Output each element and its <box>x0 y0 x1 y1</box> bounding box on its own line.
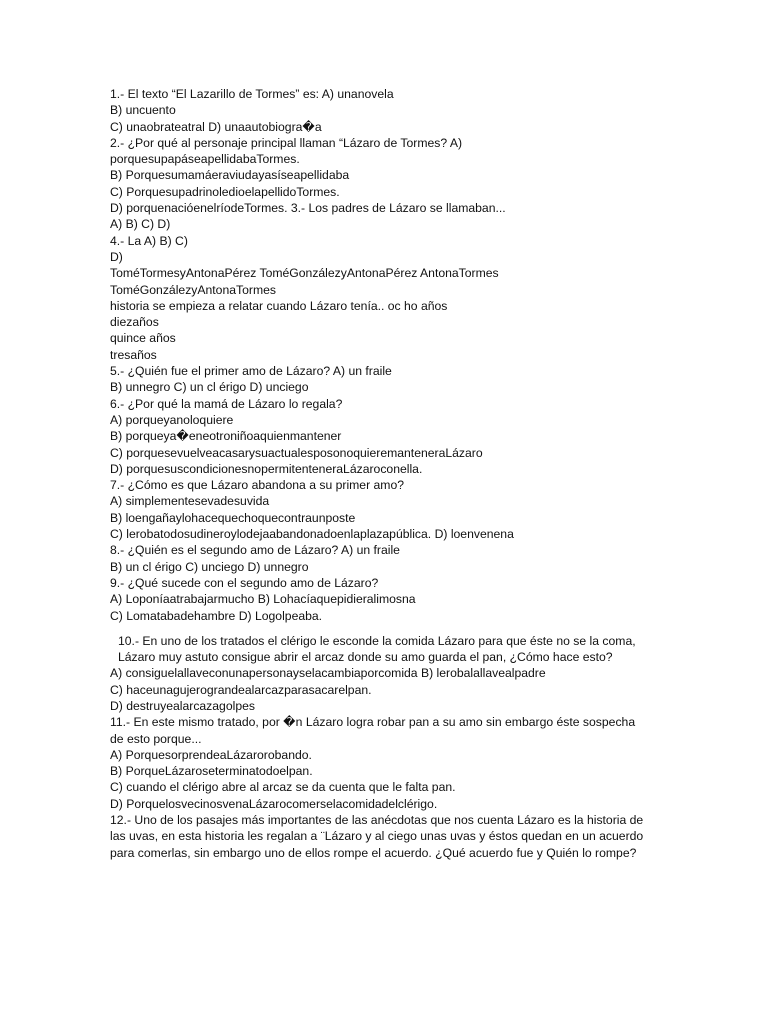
question-12-text: 12.- Uno de los pasajes más importantes de las anécdotas que nos cuenta Lázaro es la historia de las uvas, en esta historia les regalan a ¨Lázaro y al ciego unas uvas y éstos quedan en un acuerdo para comerlas, sin embargo uno de ellos rompe el acuerdo. ¿Qué acuerdo fue y Quién lo rompe? <box>110 813 644 860</box>
text-line: A) porqueyanoloquiere <box>110 412 234 427</box>
question-11-option: C) cuando el clérigo abre al arcaz se da cuenta que le falta pan. <box>110 780 456 795</box>
text-line: 9.- ¿Qué sucede con el segundo amo de Lázaro? <box>110 575 379 590</box>
question-10 <box>110 633 650 714</box>
text-line: 7.- ¿Cómo es que Lázaro abandona a su primer amo? <box>110 478 405 493</box>
text-line: porquesupapáseapellidabaTormes. <box>110 152 300 167</box>
text-line: B) porqueya�eneotroniñoaquienmantener <box>110 429 342 444</box>
text-line: D) <box>110 249 123 264</box>
quiz-document <box>110 86 650 861</box>
text-line: 6.- ¿Por qué la mamá de Lázaro lo regala? <box>110 396 343 411</box>
text-line: ToméTormesyAntonaPérez ToméGonzálezyAntonaPérez AntonaTormes <box>110 266 499 281</box>
question-11-option: A) PorquesorprendeaLázarorobando. <box>110 747 312 762</box>
text-line: tresaños <box>110 347 157 362</box>
question-10-option: A) consiguelallaveconunapersonayselacambiaporcomida B) lerobalallavealpadre <box>110 666 546 681</box>
paragraph-gap <box>110 624 650 633</box>
question-11-text: 11.- En este mismo tratado, por �n Lázaro logra robar pan a su amo sin embargo éste sospecha de esto porque... <box>110 715 636 746</box>
text-line: B) Porquesumamáeraviudayasíseapellidaba <box>110 168 350 183</box>
question-11-option: B) PorqueLázaroseterminatodoelpan. <box>110 764 313 779</box>
text-line: B) un cl érigo C) unciego D) unnegro <box>110 559 309 574</box>
text-line: A) B) C) D) <box>110 217 171 232</box>
text-line: C) unaobrateatral D) unaautobiogra�a <box>110 119 322 134</box>
text-line: quince años <box>110 331 176 346</box>
text-line: B) loengañaylohacequechoquecontraunposte <box>110 510 356 525</box>
text-line: C) PorquesupadrinoledioelapellidoTormes. <box>110 184 340 199</box>
text-line: 8.- ¿Quién es el segundo amo de Lázaro? A) un fraile <box>110 543 400 558</box>
text-line: 4.- La A) B) C) <box>110 233 188 248</box>
text-line: D) porquesuscondicionesnopermitentenerаLázaroconella. <box>110 461 423 476</box>
text-line: 2.- ¿Por qué al personaje principal llaman “Lázaro de Tormes? A) <box>110 135 463 150</box>
text-line: historia se empieza a relatar cuando Lázaro tenía.. oc ho años <box>110 298 448 313</box>
question-12 <box>110 812 650 861</box>
question-10-option: C) haceunagujerograndealarcazparasacarelpan. <box>110 682 372 697</box>
text-line: C) porquesevuelveacasarysuactualesposonoquieremantenerаLázaro <box>110 445 483 460</box>
text-line: 5.- ¿Quién fue el primer amo de Lázaro? A) un fraile <box>110 364 392 379</box>
question-11 <box>110 714 650 812</box>
text-line: D) porquenacióenelríodeTormes. 3.- Los padres de Lázaro se llamaban... <box>110 201 506 216</box>
text-line: diezaños <box>110 315 159 330</box>
text-line: A) simplementesevadesuvida <box>110 494 270 509</box>
text-line: B) unnegro C) un cl érigo D) unciego <box>110 380 309 395</box>
question-10-text: 10.- En uno de los tratados el clérigo le esconde la comida Lázaro para que éste no se la coma, Lázaro muy astuto consigue abrir el arcaz donde su amo guarda el pan, ¿Cómo hace esto? <box>118 633 636 665</box>
question-11-option: D) PorquelosvecinosvenaLázarocomerselacomidadelclérigo. <box>110 796 438 811</box>
text-line: C) Lomatabadehambre D) Logolpeaba. <box>110 608 323 623</box>
question-list-1-to-9 <box>110 86 650 624</box>
text-line: ToméGonzálezyAntonaTormes <box>110 282 276 297</box>
text-line: C) lerobatodosudineroylodejaabandonadoenlaplazapública. D) loenvenena <box>110 527 514 542</box>
text-line: B) uncuento <box>110 103 176 118</box>
question-10-option: D) destruyealarcazagolpes <box>110 698 255 713</box>
text-line: A) Loponíaatrabajarmucho B) Lohacíaquepidieralimosna <box>110 592 416 607</box>
text-line: 1.- El texto “El Lazarillo de Tormes” es: A) unanovela <box>110 87 394 101</box>
